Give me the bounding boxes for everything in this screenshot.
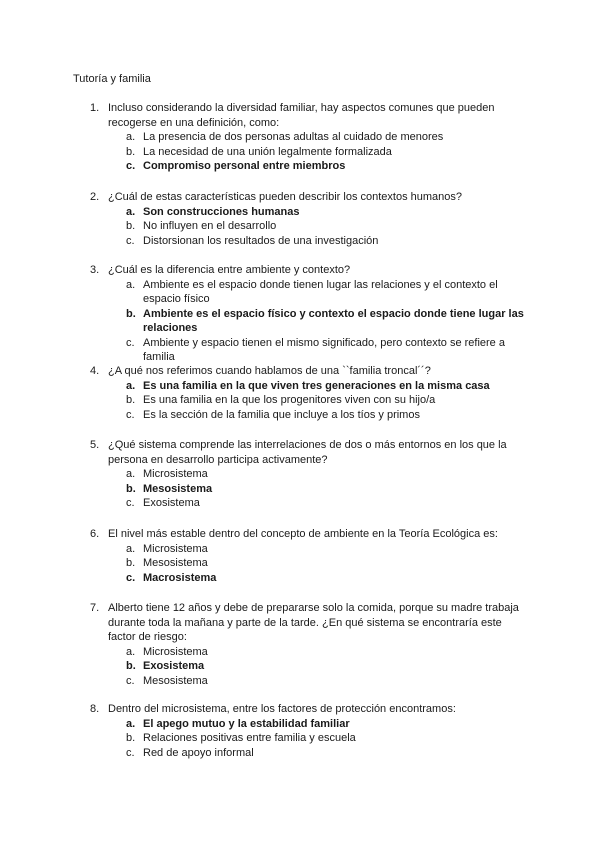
option-text: La necesidad de una unión legalmente formalizada — [143, 145, 392, 158]
option-b — [126, 145, 530, 160]
option-text: Es una familia en la que viven tres generaciones en la misma casa — [143, 379, 490, 392]
option-b — [126, 556, 530, 571]
question-number: 8. — [90, 703, 100, 715]
option-a-correct — [126, 379, 530, 394]
option-a — [126, 542, 530, 557]
option-text: Microsistema — [143, 645, 208, 658]
option-text: Mesosistema — [143, 557, 208, 569]
option-text: Microsistema — [143, 468, 208, 480]
option-letter: b. — [126, 660, 136, 672]
option-text: Mesosistema — [143, 674, 208, 687]
option-text: Mesosistema — [143, 482, 213, 495]
question-number: 5. — [90, 439, 100, 451]
option-letter: b. — [126, 220, 136, 232]
option-b — [126, 219, 530, 234]
option-letter: c. — [126, 408, 135, 421]
option-letter: a. — [126, 379, 136, 392]
question-number: 7. — [90, 602, 100, 614]
option-b — [126, 393, 530, 408]
option-text: Relaciones positivas entre familia y escuela — [143, 732, 356, 744]
question-number: 3. — [90, 264, 100, 276]
question-number: 6. — [90, 528, 100, 540]
option-letter: b. — [126, 394, 136, 406]
question-5 — [90, 438, 530, 511]
option-b-correct — [126, 307, 530, 336]
option-c — [126, 234, 530, 249]
option-letter: a. — [126, 278, 136, 291]
option-text: Ambiente y espacio tienen el mismo significado, pero contexto se refiere a familia — [143, 336, 505, 363]
option-a — [126, 278, 530, 307]
option-letter: c. — [126, 674, 135, 687]
option-text: Distorsionan los resultados de una investigación — [143, 234, 379, 247]
option-letter: c. — [126, 336, 135, 349]
option-letter: c. — [126, 160, 136, 172]
question-text: ¿A qué nos referimos cuando hablamos de una ``familia troncal´´? — [108, 365, 431, 377]
option-letter: a. — [126, 542, 136, 555]
option-text: Ambiente es el espacio físico y contexto el espacio donde tiene lugar las relaciones — [143, 307, 524, 334]
option-text: Macrosistema — [143, 571, 217, 584]
option-letter: c. — [126, 497, 135, 509]
question-1 — [90, 101, 530, 174]
option-letter: a. — [126, 717, 136, 730]
question-text: ¿Qué sistema comprende las interrelaciones de dos o más entornos en los que la persona en desarrollo participa activamente? — [108, 439, 507, 466]
option-letter: b. — [126, 557, 136, 569]
option-letter: b. — [126, 145, 136, 158]
question-text: Alberto tiene 12 años y debe de prepararse solo la comida, porque su madre trabaja durante toda la mañana y parte de la tarde. ¿En qué sistema se encontraría este factor de riesgo: — [108, 602, 519, 643]
option-text: El apego mutuo y la estabilidad familiar — [143, 717, 350, 730]
option-text: Compromiso personal entre miembros — [143, 160, 346, 172]
option-b-correct — [126, 482, 530, 497]
option-text: Ambiente es el espacio donde tienen lugar las relaciones y el contexto el espacio físico — [143, 278, 498, 305]
option-text: Exosistema — [143, 497, 200, 509]
option-c — [126, 336, 530, 365]
question-number: 2. — [90, 191, 100, 203]
question-text: Incluso considerando la diversidad familiar, hay aspectos comunes que pueden recogerse en una definición, como: — [108, 102, 495, 129]
question-text: Dentro del microsistema, entre los factores de protección encontramos: — [108, 703, 456, 715]
page-title: Tutoría y familia — [73, 73, 151, 85]
option-text: Es la sección de la familia que incluye a los tíos y primos — [143, 408, 420, 421]
option-text: La presencia de dos personas adultas al cuidado de menores — [143, 131, 444, 143]
option-text: Microsistema — [143, 542, 208, 555]
option-c-correct — [126, 571, 530, 586]
option-a-correct — [126, 717, 530, 732]
option-c — [126, 496, 530, 511]
option-c — [126, 408, 530, 423]
question-2 — [90, 190, 530, 248]
question-text: ¿Cuál es la diferencia entre ambiente y contexto? — [108, 264, 351, 276]
option-text: Red de apoyo informal — [143, 746, 254, 759]
option-letter: a. — [126, 468, 136, 480]
option-c-correct — [126, 159, 530, 174]
question-8 — [90, 702, 530, 760]
question-number: 4. — [90, 365, 100, 377]
option-letter: a. — [126, 131, 136, 143]
option-letter: b. — [126, 307, 136, 320]
option-a — [126, 130, 530, 145]
question-7 — [90, 601, 530, 688]
question-6 — [90, 527, 530, 585]
option-letter: b. — [126, 482, 136, 495]
option-letter: c. — [126, 746, 135, 759]
option-text: Es una familia en la que los progenitores viven con su hijo/a — [143, 394, 436, 406]
question-text: El nivel más estable dentro del concepto de ambiente en la Teoría Ecológica es: — [108, 528, 498, 540]
question-3 — [90, 263, 530, 365]
option-a — [126, 645, 530, 660]
option-c — [126, 674, 530, 689]
question-text: ¿Cuál de estas características pueden describir los contextos humanos? — [108, 191, 463, 203]
option-letter: a. — [126, 645, 136, 658]
option-b-correct — [126, 659, 530, 674]
option-c — [126, 746, 530, 761]
option-letter: c. — [126, 571, 136, 584]
option-text: Son construcciones humanas — [143, 205, 300, 218]
option-a — [126, 467, 530, 482]
option-letter: b. — [126, 732, 136, 744]
question-number: 1. — [90, 102, 100, 114]
option-a-correct — [126, 205, 530, 220]
question-4 — [90, 364, 530, 422]
option-letter: c. — [126, 234, 135, 247]
option-letter: a. — [126, 205, 136, 218]
option-text: Exosistema — [143, 660, 205, 672]
option-text: No influyen en el desarrollo — [143, 220, 277, 232]
option-b — [126, 731, 530, 746]
